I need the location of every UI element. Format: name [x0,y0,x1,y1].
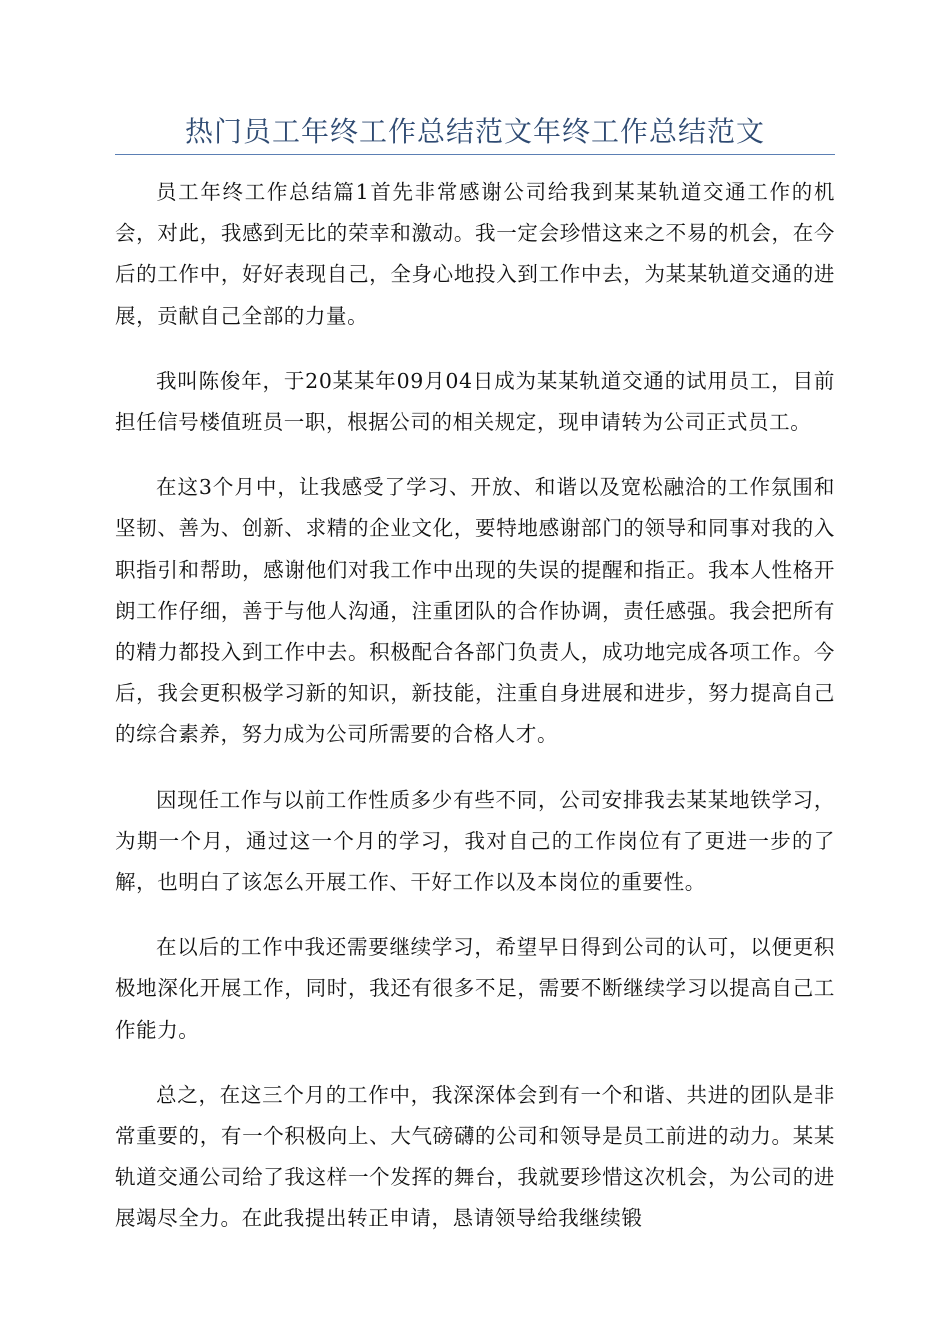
paragraph-5: 在以后的工作中我还需要继续学习，希望早日得到公司的认可，以便更积极地深化开展工作，同时，我还有很多不足，需要不断继续学习以提高自己工作能力。 [115,935,835,1042]
paragraph-3: 在这3个月中，让我感受了学习、开放、和谐以及宽松融洽的工作氛围和坚韧、善为、创新、求精的企业文化，要特地感谢部门的领导和同事对我的入职指引和帮助，感谢他们对我工作中出现的失误的提醒和指正。我本人性格开朗工作仔细，善于与他人沟通，注重团队的合作协调，责任感强。我会把所有的精力都投入到工作中去。积极配合各部门负责人，成功地完成各项工作。今后，我会更积极学习新的知识，新技能，注重自身进展和进步，努力提高自己的综合素养，努力成为公司所需要的合格人才。 [115,475,835,747]
paragraph-6: 总之，在这三个月的工作中，我深深体会到有一个和谐、共进的团队是非常重要的，有一个积极向上、大气磅礴的公司和领导是员工前进的动力。某某轨道交通公司给了我这样一个发挥的舞台，我就要珍惜这次机会，为公司的进展竭尽全力。在此我提出转正申请，恳请领导给我继续锻 [115,1082,835,1231]
paragraph-1: 员工年终工作总结篇1首先非常感谢公司给我到某某轨道交通工作的机会，对此，我感到无比的荣幸和激动。我一定会珍惜这来之不易的机会，在今后的工作中，好好表现自己，全身心地投入到工作中去，为某某轨道交通的进展，贡献自己全部的力量。 [115,180,835,328]
title-underline [115,154,835,155]
document-body [115,172,835,1264]
document-title: 热门员工年终工作总结范文年终工作总结范文 [184,115,765,148]
paragraph-2: 我叫陈俊年，于20某某年09月04日成为某某轨道交通的试用员工，目前担任信号楼值班员一职，根据公司的相关规定，现申请转为公司正式员工。 [115,368,835,435]
paragraph-4: 因现任工作与以前工作性质多少有些不同，公司安排我去某某地铁学习，为期一个月，通过这一个月的学习，我对自己的工作岗位有了更进一步的了解，也明白了该怎么开展工作、干好工作以及本岗位的重要性。 [115,787,835,895]
